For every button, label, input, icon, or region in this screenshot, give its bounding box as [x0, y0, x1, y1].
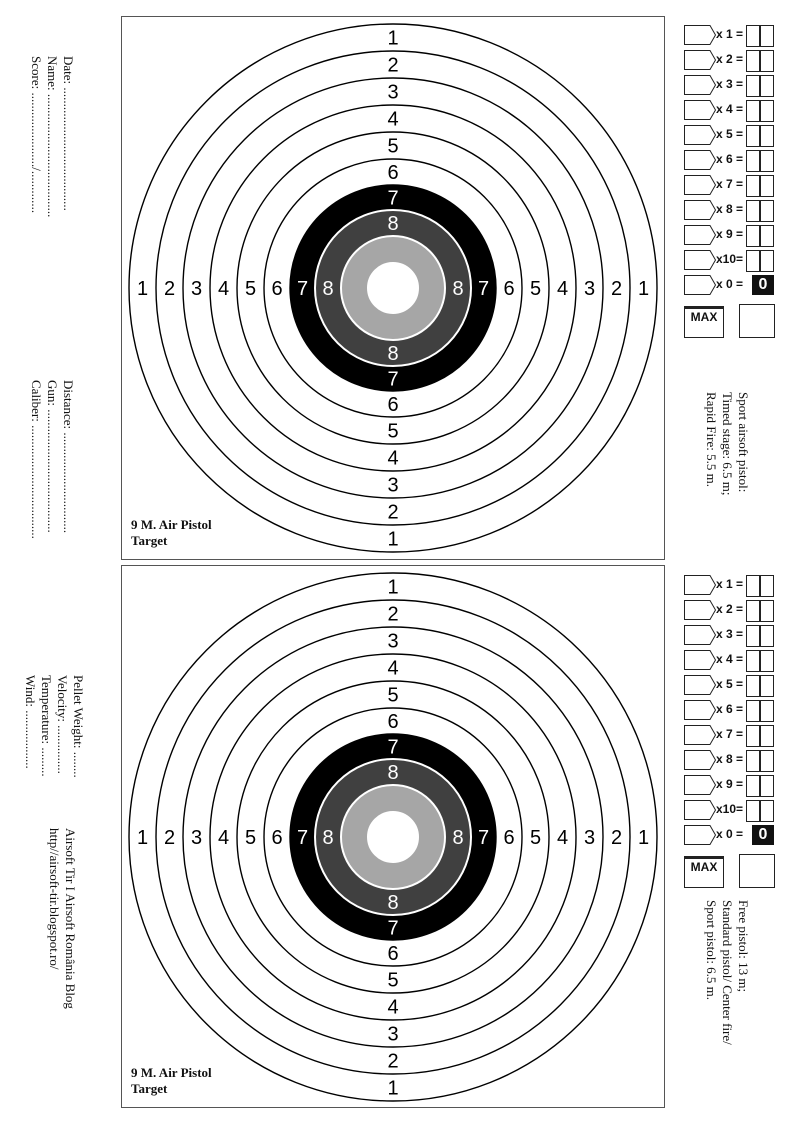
score-cell	[760, 25, 774, 47]
score-cell	[746, 600, 760, 622]
ring-number-5: 5	[387, 969, 399, 992]
score-cell	[746, 650, 760, 672]
info-date-name-score: Date: ...................................... Name: ...................................... Score: ......................./.............	[29, 56, 76, 218]
score-row	[684, 74, 776, 99]
ring-number-5: 5	[244, 278, 257, 300]
multiplier-label: x 5 =	[716, 677, 744, 691]
ring-number-5: 5	[387, 684, 399, 707]
score-cell	[746, 625, 760, 647]
ring-number-8: 8	[387, 892, 399, 914]
score-cell	[746, 100, 760, 122]
hit-count-box	[684, 750, 716, 770]
score-cell	[746, 50, 760, 72]
total-score-box	[739, 304, 775, 338]
score-cell	[746, 25, 760, 47]
zero-score-cell: 0	[752, 275, 774, 295]
score-cell	[746, 175, 760, 197]
score-row	[684, 49, 776, 74]
total-score-box	[739, 854, 775, 888]
ring-number-2: 2	[387, 54, 399, 77]
ring-number-8: 8	[322, 827, 334, 849]
ring-number-2: 2	[610, 827, 623, 849]
score-row	[684, 624, 776, 649]
score-row	[684, 799, 776, 824]
score-cell	[746, 725, 760, 747]
score-cell	[760, 225, 774, 247]
ring-number-6: 6	[387, 711, 399, 733]
caption-line1: 9 M. Air Pistol	[131, 1065, 212, 1080]
hit-count-box	[684, 650, 716, 670]
score-cell	[760, 775, 774, 797]
target-top-rings	[122, 17, 664, 559]
target-top-caption	[131, 517, 212, 549]
ring-number-8: 8	[452, 278, 464, 300]
score-cell	[760, 725, 774, 747]
score-row	[684, 24, 776, 49]
multiplier-label: x 7 =	[716, 727, 744, 741]
max-label: MAX	[690, 860, 718, 874]
score-row	[684, 274, 776, 299]
score-cell	[746, 200, 760, 222]
multiplier-label: x 0 =	[716, 277, 744, 291]
score-cell	[746, 225, 760, 247]
ring-number-3: 3	[387, 1023, 399, 1046]
ring-number-1: 1	[637, 278, 650, 300]
ring-number-2: 2	[387, 501, 399, 524]
score-row	[684, 199, 776, 224]
multiplier-label: x 3 =	[716, 627, 744, 641]
ring-number-3: 3	[387, 81, 399, 104]
score-cell	[760, 800, 774, 822]
ring-number-7: 7	[296, 827, 309, 849]
score-cell	[746, 150, 760, 172]
hit-count-box	[684, 100, 716, 120]
stage-text-bottom: Free pistol: 13 m; Standard pistol/ Center fire/ Sport pistol: 6.5 m.	[704, 900, 751, 1045]
ring-number-1: 1	[136, 827, 149, 849]
info-pellet-velocity: Pellet Weight: ........ Velocity: ............... Temperature: ......... Wind: ..................	[23, 675, 86, 778]
score-cell	[746, 775, 760, 797]
ring-number-7: 7	[477, 278, 490, 300]
ring-number-3: 3	[190, 278, 203, 300]
score-row	[684, 574, 776, 599]
multiplier-label: x 5 =	[716, 127, 744, 141]
ring-number-6: 6	[387, 943, 399, 965]
max-box	[684, 306, 724, 338]
score-row	[684, 824, 776, 849]
ring-number-7: 7	[387, 736, 399, 759]
score-cell	[760, 575, 774, 597]
multiplier-label: x10=	[716, 252, 744, 266]
ring-number-4: 4	[387, 657, 399, 680]
multiplier-label: x 8 =	[716, 202, 744, 216]
score-row	[684, 149, 776, 174]
ring-number-5: 5	[387, 135, 399, 158]
ring-number-8: 8	[387, 762, 399, 784]
score-cell	[746, 250, 760, 272]
score-cell	[746, 575, 760, 597]
score-cell	[746, 75, 760, 97]
hit-count-box	[684, 125, 716, 145]
hit-count-box	[684, 575, 716, 595]
score-cell	[760, 700, 774, 722]
score-cell	[760, 100, 774, 122]
score-cell	[760, 200, 774, 222]
target-bottom	[121, 565, 665, 1108]
multiplier-label: x 7 =	[716, 177, 744, 191]
score-cell	[760, 625, 774, 647]
score-row	[684, 749, 776, 774]
ring-number-5: 5	[244, 827, 257, 849]
ring-number-3: 3	[387, 630, 399, 653]
ring-number-7: 7	[387, 917, 399, 940]
ring-10	[368, 812, 418, 862]
ring-10	[368, 263, 418, 313]
ring-number-1: 1	[387, 576, 399, 599]
score-cell	[760, 650, 774, 672]
caption-line1: 9 M. Air Pistol	[131, 517, 212, 532]
ring-number-4: 4	[217, 278, 230, 300]
score-cell	[760, 125, 774, 147]
score-panel-bottom	[684, 574, 776, 874]
ring-number-2: 2	[387, 1050, 399, 1073]
hit-count-box	[684, 25, 716, 45]
multiplier-label: x 1 =	[716, 577, 744, 591]
hit-count-box	[684, 600, 716, 620]
ring-number-5: 5	[529, 278, 542, 300]
score-cell	[746, 675, 760, 697]
ring-number-3: 3	[583, 827, 596, 849]
ring-number-1: 1	[387, 27, 399, 50]
score-cell	[746, 750, 760, 772]
ring-number-3: 3	[583, 278, 596, 300]
ring-number-2: 2	[610, 278, 623, 300]
ring-number-6: 6	[387, 394, 399, 416]
score-cell	[760, 50, 774, 72]
ring-number-4: 4	[387, 447, 399, 470]
multiplier-label: x 6 =	[716, 152, 744, 166]
multiplier-label: x 8 =	[716, 752, 744, 766]
hit-count-box	[684, 150, 716, 170]
multiplier-label: x 4 =	[716, 102, 744, 116]
target-top	[121, 16, 665, 560]
hit-count-box	[684, 175, 716, 195]
target-bottom-caption	[131, 1065, 212, 1097]
score-row	[684, 224, 776, 249]
ring-number-6: 6	[387, 162, 399, 184]
hit-count-box	[684, 625, 716, 645]
ring-number-2: 2	[387, 603, 399, 626]
hit-count-box	[684, 800, 716, 820]
max-label: MAX	[690, 310, 718, 324]
ring-number-1: 1	[637, 827, 650, 849]
multiplier-label: x 9 =	[716, 777, 744, 791]
ring-number-4: 4	[217, 827, 230, 849]
ring-number-4: 4	[556, 827, 569, 849]
score-cell	[760, 600, 774, 622]
hit-count-box	[684, 200, 716, 220]
ring-number-8: 8	[452, 827, 464, 849]
multiplier-label: x10=	[716, 802, 744, 816]
ring-number-8: 8	[387, 343, 399, 365]
score-cell	[760, 150, 774, 172]
score-panel-top	[684, 24, 776, 324]
score-cell	[760, 750, 774, 772]
ring-number-1: 1	[136, 278, 149, 300]
ring-number-1: 1	[387, 1077, 399, 1100]
ring-number-1: 1	[387, 528, 399, 551]
ring-number-7: 7	[477, 827, 490, 849]
multiplier-label: x 0 =	[716, 827, 744, 841]
score-row	[684, 124, 776, 149]
score-cell	[746, 700, 760, 722]
score-row	[684, 699, 776, 724]
score-cell	[746, 800, 760, 822]
ring-number-6: 6	[503, 278, 515, 300]
ring-number-2: 2	[163, 278, 176, 300]
score-cell	[746, 125, 760, 147]
ring-number-6: 6	[271, 827, 283, 849]
ring-number-5: 5	[387, 420, 399, 443]
hit-count-box	[684, 725, 716, 745]
score-row	[684, 674, 776, 699]
hit-count-box	[684, 700, 716, 720]
caption-line2: Target	[131, 533, 168, 548]
multiplier-label: x 2 =	[716, 52, 744, 66]
multiplier-label: x 9 =	[716, 227, 744, 241]
zero-score-cell: 0	[752, 825, 774, 845]
ring-number-6: 6	[271, 278, 283, 300]
target-bottom-rings	[122, 566, 664, 1108]
ring-number-2: 2	[163, 827, 176, 849]
score-row	[684, 774, 776, 799]
multiplier-label: x 3 =	[716, 77, 744, 91]
hit-count-box	[684, 225, 716, 245]
ring-number-4: 4	[387, 108, 399, 131]
ring-number-4: 4	[556, 278, 569, 300]
ring-number-7: 7	[296, 278, 309, 300]
multiplier-label: x 2 =	[716, 602, 744, 616]
score-row	[684, 99, 776, 124]
ring-number-5: 5	[529, 827, 542, 849]
ring-number-3: 3	[387, 474, 399, 497]
score-row	[684, 249, 776, 274]
multiplier-label: x 1 =	[716, 27, 744, 41]
ring-number-8: 8	[322, 278, 334, 300]
multiplier-label: x 6 =	[716, 702, 744, 716]
hit-count-box	[684, 675, 716, 695]
score-row	[684, 174, 776, 199]
score-cell	[760, 675, 774, 697]
ring-number-3: 3	[190, 827, 203, 849]
score-cell	[760, 175, 774, 197]
ring-number-7: 7	[387, 368, 399, 391]
score-cell	[760, 75, 774, 97]
ring-number-8: 8	[387, 213, 399, 235]
score-row	[684, 599, 776, 624]
hit-count-box	[684, 75, 716, 95]
score-cell	[760, 250, 774, 272]
stage-text-top: Sport airsoft pistol: Timed stage: 6.5 m; Rapid Fire: 5.5 m.	[704, 392, 751, 496]
ring-number-7: 7	[387, 187, 399, 210]
hit-count-box	[684, 825, 716, 845]
hit-count-box	[684, 50, 716, 70]
hit-count-box	[684, 250, 716, 270]
hit-count-box	[684, 275, 716, 295]
caption-line2: Target	[131, 1081, 168, 1096]
ring-number-6: 6	[503, 827, 515, 849]
score-row	[684, 724, 776, 749]
score-row	[684, 649, 776, 674]
multiplier-label: x 4 =	[716, 652, 744, 666]
info-distance-gun-caliber: Distance: ............................... Gun: ...................................... Caliber: ...................................	[29, 380, 76, 539]
blog-credit: Airsoft Tir I Airsoft România Blog http//airsoft-tir.blogspot.ro/	[47, 828, 78, 1009]
ring-number-4: 4	[387, 996, 399, 1019]
max-box	[684, 856, 724, 888]
hit-count-box	[684, 775, 716, 795]
